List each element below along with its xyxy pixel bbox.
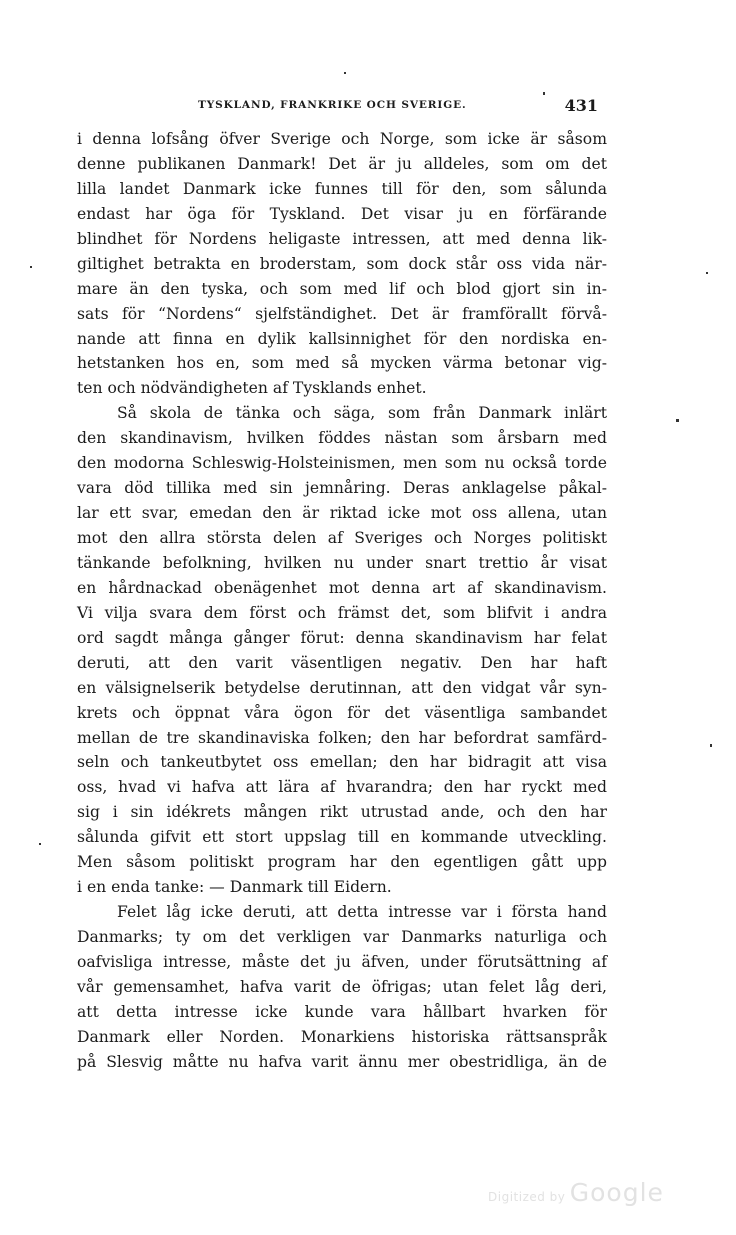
text-line: mellan de tre skandinaviska folken; den har befordrat samfärd- (77, 728, 607, 747)
text-line: Danmark eller Norden. Monarkiens historiska rättsanspråk (77, 1027, 607, 1046)
watermark-logo-text: Google (569, 1178, 664, 1207)
text-line: sats för “Nordens“ sjelfständighet. Det är framförallt förvå- (77, 304, 607, 323)
body-text (77, 127, 607, 1075)
page-header (90, 96, 600, 118)
text-line: denne publikanen Danmark! Det är ju alldeles, som om det (77, 154, 607, 173)
text-line: oss, hvad vi hafva att lära af hvarandra; den har ryckt med (77, 778, 607, 797)
text-line: en hårdnackad obenägenhet mot denna art af skandinavism. (77, 578, 607, 597)
watermark-small-text: Digitized by (488, 1190, 566, 1204)
page-number: 431 (564, 96, 598, 115)
text-line: sig i sin idékrets mången rikt utrustad ande, och den har (77, 803, 607, 822)
text-line: den modorna Schleswig-Holsteinismen, men som nu också torde (77, 454, 607, 473)
text-line: endast har öga för Tyskland. Det visar ju en förfärande (77, 204, 607, 223)
scan-speck (710, 744, 712, 747)
scan-speck (676, 419, 679, 422)
scan-speck (706, 272, 708, 274)
text-line: i denna lofsång öfver Sverige och Norge, som icke är såsom (77, 130, 607, 148)
text-line: blindhet för Nordens heligaste intressen, att med denna lik- (77, 229, 607, 248)
paragraph-start-line: Felet låg icke deruti, att detta intresse var i första hand (117, 903, 607, 922)
text-line: oafvisliga intresse, måste det ju äfven, under förutsättning af (77, 952, 607, 971)
text-line: hetstanken hos en, som med så mycken värma betonar vig- (77, 354, 607, 373)
text-line: Vi vilja svara dem först och främst det, som blifvit i andra (77, 603, 607, 622)
text-line: lilla landet Danmark icke funnes till för den, som sålunda (77, 179, 607, 198)
text-line: att detta intresse icke kunde vara hållbart hvarken för (77, 1002, 607, 1021)
text-line: Men såsom politiskt program har den egentligen gått upp (77, 853, 607, 872)
text-line: en välsignelserik betydelse derutinnan, att den vidgat vår syn- (77, 678, 607, 697)
scan-speck (30, 266, 32, 268)
text-line: lar ett svar, emedan den är riktad icke mot oss allena, utan (77, 504, 607, 523)
scan-speck (543, 92, 545, 95)
text-line: sålunda gifvit ett stort uppslag till en kommande utveckling. (77, 828, 607, 847)
paragraph-end-line: i en enda tanke: — Danmark till Eidern. (77, 878, 392, 897)
text-line: ord sagdt många gånger förut: denna skandinavism har felat (77, 628, 607, 647)
text-line: giltighet betrakta en broderstam, som dock står oss vida när- (77, 254, 607, 273)
running-head: TYSKLAND, FRANKRIKE OCH SVERIGE. (198, 99, 467, 111)
text-line: seln och tankeutbytet oss emellan; den har bidragit att visa (77, 753, 607, 772)
text-line: den skandinavism, hvilken föddes nästan som årsbarn med (77, 429, 607, 448)
text-line: Danmarks; ty om det verkligen var Danmarks naturliga och (77, 928, 607, 946)
text-line: vara död tillika med sin jemnåring. Deras anklagelse påkal- (77, 479, 607, 498)
text-line: mot den allra största delen af Sveriges och Norges politiskt (77, 529, 607, 547)
digitized-by-google-watermark (488, 1178, 664, 1207)
text-line: på Slesvig måtte nu hafva varit ännu mer obestridliga, än de (77, 1052, 607, 1071)
paragraph-start-line: Så skola de tänka och säga, som från Danmark inlärt (117, 404, 607, 423)
text-line: vår gemensamhet, hafva varit de öfrigas; utan felet låg deri, (77, 977, 607, 996)
text-line: nande att finna en dylik kallsinnighet för den nordiska en- (77, 329, 607, 348)
scan-speck (39, 843, 41, 845)
text-line: mare än den tyska, och som med lif och blod gjort sin in- (77, 279, 607, 298)
text-line: tänkande befolkning, hvilken nu under snart trettio år visat (77, 553, 607, 572)
scan-speck (344, 72, 346, 74)
paragraph-end-line: ten och nödvändigheten af Tysklands enhet. (77, 379, 427, 398)
text-line: deruti, att den varit väsentligen negativ. Den har haft (77, 653, 607, 672)
text-line: krets och öppnat våra ögon för det väsentliga sambandet (77, 703, 607, 722)
